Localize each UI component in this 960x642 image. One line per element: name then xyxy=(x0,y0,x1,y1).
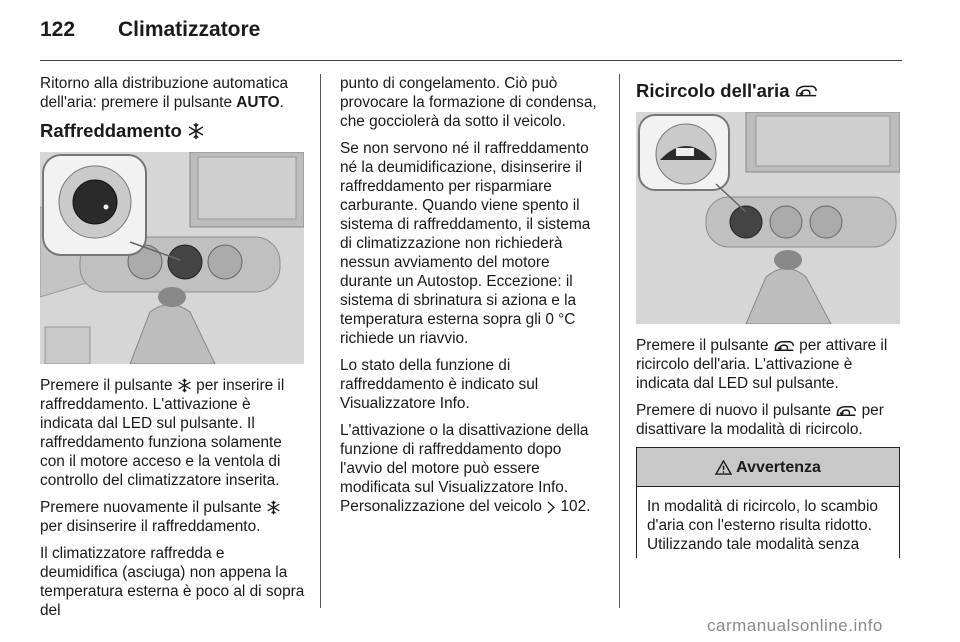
column-3 xyxy=(636,74,904,558)
chapter-title: Climatizzatore xyxy=(118,18,261,41)
snowflake-icon xyxy=(177,378,192,393)
page-reference[interactable]: 102 xyxy=(560,498,587,515)
section-heading-recirculation: Ricircolo dell'aria xyxy=(636,80,904,102)
paragraph-cooling-off: Premere nuovamente il pulsante per disinserire il raffreddamento. xyxy=(40,498,306,536)
paragraph-dehumidify: Il climatizzatore raffredda e deumidifica (asciuga) non appena la temperatura esterna è poco al di sopra del xyxy=(40,545,305,619)
cooling-button-illustration xyxy=(40,152,304,364)
column-divider-1 xyxy=(320,74,321,608)
paragraph-recirculation-off: Premere di nuovo il pulsante per disattivare la modalità di ricircolo. xyxy=(636,402,884,438)
reference-arrow-icon xyxy=(546,501,556,514)
warning-title: Avvertenza xyxy=(736,458,821,476)
snowflake-icon xyxy=(187,122,205,140)
recirculation-icon xyxy=(773,339,795,353)
warning-text: In modalità di ricircolo, lo scambio d'aria con l'esterno risulta ridotto. Utilizzando tale modalità senza xyxy=(647,498,878,553)
paragraph-status: Lo stato della funzione di raffreddamento è indicato sul Visualizzatore Info. xyxy=(340,357,539,412)
warning-header xyxy=(637,448,899,487)
paragraph-fuel-saving: Se non servono né il raffreddamento né la deumidificazione, disinserire il raffreddamento per risparmiare carburante. Quando viene spento il sistema di raffreddamento, il sistema di climatizzazione non richiederà nessun avviamento del motore durante un Autostop. Eccezione: il sistema di sbrinatura si aziona e la temperatura esterna sopra gli 0 °C richiede un riavvio. xyxy=(340,140,591,347)
paragraph-recirculation-on: Premere il pulsante per attivare il ricircolo dell'aria. L'attivazione è indicata dal LED sul pulsante. xyxy=(636,337,888,392)
auto-button-label: AUTO xyxy=(236,94,280,111)
page-number: 122 xyxy=(40,18,76,41)
paragraph-personalization: L'attivazione o la disattivazione della funzione di raffreddamento dopo l'avvio del motore può essere modificata sul Visualizzatore Info. Personalizzazione del veicolo 102. xyxy=(340,422,591,515)
intro-paragraph: Ritorno alla distribuzione automatica dell'aria: premere il pulsante AUTO. xyxy=(40,75,289,111)
recirculation-icon xyxy=(835,404,857,418)
paragraph-condensation: punto di congelamento. Ciò può provocare la formazione di condensa, che gocciolerà da sotto il veicolo. xyxy=(340,75,597,130)
column-2 xyxy=(340,74,606,524)
section-heading-cooling: Raffreddamento xyxy=(40,120,306,142)
warning-triangle-icon xyxy=(715,460,732,475)
watermark: carmanualsonline.info xyxy=(707,616,883,635)
column-divider-2 xyxy=(619,74,620,608)
paragraph-cooling-on: Premere il pulsante per inserire il raffreddamento. L'attivazione è indicata dal LED sul pulsante. Il raffreddamento funziona solamente con il motore acceso e la ventola di controllo del climatizzatore inserita. xyxy=(40,377,285,489)
warning-box xyxy=(636,447,900,558)
header-divider xyxy=(40,60,902,61)
snowflake-icon xyxy=(266,500,281,515)
page-header xyxy=(40,18,920,48)
recirculation-button-illustration xyxy=(636,112,900,324)
column-1 xyxy=(40,74,306,628)
recirculation-icon xyxy=(794,83,818,99)
